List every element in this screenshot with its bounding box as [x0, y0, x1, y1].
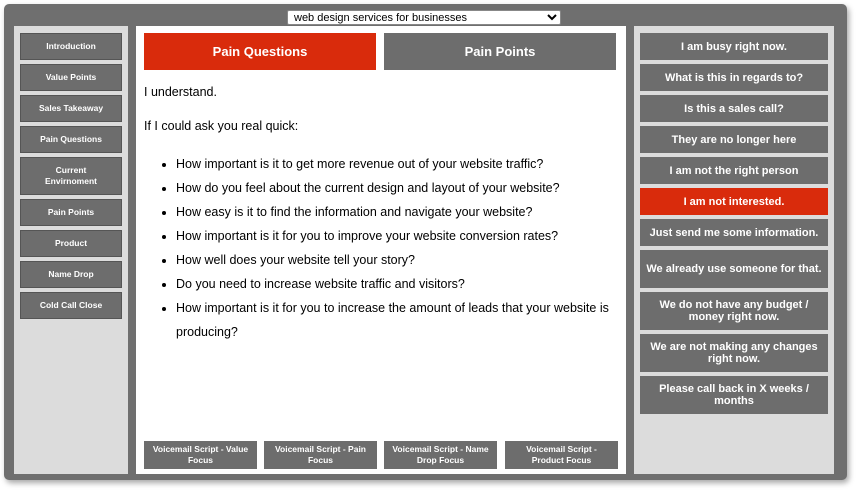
objection-already-use-button[interactable]: We already use someone for that.	[640, 250, 828, 288]
objection-regards-button[interactable]: What is this in regards to?	[640, 64, 828, 91]
tab-pain-points[interactable]: Pain Points	[384, 33, 616, 70]
objection-busy-button[interactable]: I am busy right now.	[640, 33, 828, 60]
objections-panel	[634, 26, 834, 474]
service-select-wrapper	[287, 8, 561, 23]
objection-send-info-button[interactable]: Just send me some information.	[640, 219, 828, 246]
nav-cold-call-close-button[interactable]: Cold Call Close	[20, 292, 122, 319]
script-panel	[136, 26, 626, 474]
objection-sales-call-button[interactable]: Is this a sales call?	[640, 95, 828, 122]
objection-no-changes-button[interactable]: We are not making any changes right now.	[640, 334, 828, 372]
question-item: • How do you feel about the current design and layout of your website?	[176, 176, 620, 200]
voicemail-pain-focus-button[interactable]: Voicemail Script - Pain Focus	[264, 441, 377, 469]
service-select[interactable]	[287, 10, 561, 25]
lead-in-text: If I could ask you real quick:	[144, 119, 299, 133]
nav-product-button[interactable]: Product	[20, 230, 122, 257]
nav-introduction-button[interactable]: Introduction	[20, 33, 122, 60]
objection-no-budget-button[interactable]: We do not have any budget / money right now.	[640, 292, 828, 330]
objection-not-right-person-button[interactable]: I am not the right person	[640, 157, 828, 184]
questions-list	[144, 152, 620, 344]
script-content	[144, 84, 620, 344]
objection-no-longer-here-button[interactable]: They are no longer here	[640, 126, 828, 153]
nav-current-environment-button[interactable]: Current Envirnoment	[20, 157, 122, 195]
nav-value-points-button[interactable]: Value Points	[20, 64, 122, 91]
tab-pain-questions[interactable]: Pain Questions	[144, 33, 376, 70]
nav-pain-points-button[interactable]: Pain Points	[20, 199, 122, 226]
nav-name-drop-button[interactable]: Name Drop	[20, 261, 122, 288]
question-item: • How well does your website tell your story?	[176, 248, 620, 272]
left-nav-panel	[14, 26, 128, 474]
objection-call-back-button[interactable]: Please call back in X weeks / months	[640, 376, 828, 414]
question-item: • How important is it to get more revenue out of your website traffic?	[176, 152, 620, 176]
objection-not-interested-button[interactable]: I am not interested.	[640, 188, 828, 215]
intro-text: I understand.	[144, 85, 217, 99]
voicemail-value-focus-button[interactable]: Voicemail Script - Value Focus	[144, 441, 257, 469]
question-item: • How important is it for you to improve your website conversion rates?	[176, 224, 620, 248]
question-item: • How easy is it to find the information and navigate your website?	[176, 200, 620, 224]
nav-sales-takeaway-button[interactable]: Sales Takeaway	[20, 95, 122, 122]
question-item: • How important is it for you to increase the amount of leads that your website is producing?	[176, 296, 620, 344]
voicemail-product-focus-button[interactable]: Voicemail Script - Product Focus	[505, 441, 618, 469]
question-item: • Do you need to increase website traffic and visitors?	[176, 272, 620, 296]
nav-pain-questions-button[interactable]: Pain Questions	[20, 126, 122, 153]
voicemail-name-drop-focus-button[interactable]: Voicemail Script - Name Drop Focus	[384, 441, 497, 469]
